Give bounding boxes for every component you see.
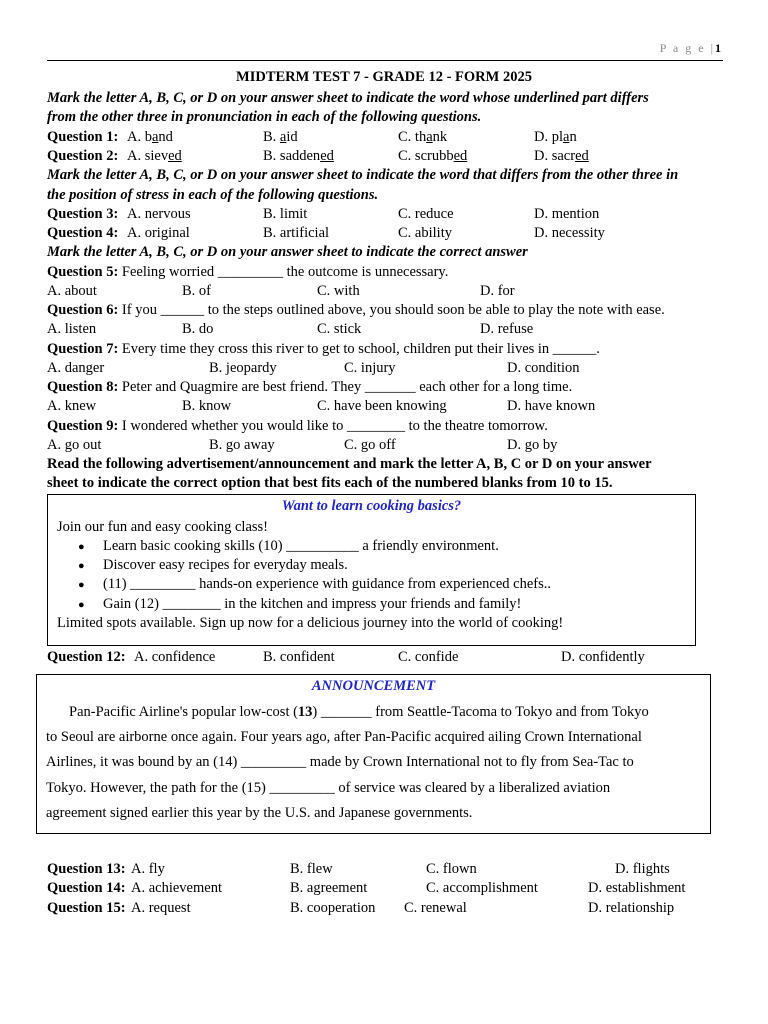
question-text: Peter and Quagmire are best friend. They _______ each other for a long time. [118, 379, 573, 395]
option-b: B. agreement [290, 880, 368, 896]
option-c: C. reduce [398, 206, 454, 222]
option-d: D. for [480, 283, 515, 299]
question-text: Feeling worried _________ the outcome is unnecessary. [118, 264, 449, 280]
option-c: C. flown [426, 861, 477, 877]
option-c: C. thank [398, 129, 448, 145]
section3-instruction: Mark the letter A, B, C, or D on your answer sheet to indicate the correct answer [47, 244, 528, 260]
page-number-value: 1 [715, 41, 721, 55]
option-d: D. sacred [534, 148, 589, 164]
option-b: B. go away [209, 437, 275, 453]
section1-instruction-line2: from the other three in pronunciation in each of the following questions. [47, 109, 482, 125]
option-d: D. condition [507, 360, 580, 376]
option-a: A. achievement [131, 880, 222, 896]
question-2 [47, 147, 727, 166]
question-label: Question 6: [47, 302, 119, 318]
section1-instruction-line1: Mark the letter A, B, C, or D on your answer sheet to indicate the word whose underlined part differs [47, 90, 649, 106]
option-a: A. knew [47, 398, 97, 414]
option-b: B. do [182, 321, 214, 337]
question-7-stem [47, 340, 727, 359]
question-label: Question 15: [47, 900, 126, 916]
option-a: A. danger [47, 360, 105, 376]
question-9-options [47, 436, 727, 455]
option-b: B. of [182, 283, 211, 299]
option-c: C. injury [344, 360, 396, 376]
question-text: I wondered whether you would like to ________ to the theatre tomorrow. [118, 418, 548, 434]
advertisement-title: Want to learn cooking basics? [281, 498, 462, 514]
option-c: C. stick [317, 321, 362, 337]
question-5-stem [47, 263, 727, 282]
option-d: D. refuse [480, 321, 534, 337]
question-12 [47, 648, 727, 667]
announcement-box [36, 674, 711, 834]
question-3 [47, 205, 727, 224]
question-5-options [47, 282, 727, 301]
announcement-line-4: Tokyo. However, the path for the (15) _________ of service was cleared by a liberalized aviation [46, 780, 611, 796]
question-label: Question 13: [47, 861, 126, 877]
question-label: Question 8: [47, 379, 119, 395]
option-d: D. mention [534, 206, 600, 222]
option-a: A. go out [47, 437, 102, 453]
question-label: Question 4: [47, 225, 119, 241]
option-c: C. go off [344, 437, 396, 453]
option-b: B. jeopardy [209, 360, 277, 376]
question-4 [47, 224, 727, 243]
option-a: A. listen [47, 321, 97, 337]
option-d: D. establishment [588, 880, 686, 896]
option-d: D. confidently [561, 649, 645, 665]
option-d: D. plan [534, 129, 577, 145]
option-a: A. fly [131, 861, 165, 877]
question-label: Question 2: [47, 148, 119, 164]
option-c: C. accomplishment [426, 880, 538, 896]
option-a: A. about [47, 283, 97, 299]
bullet-icon: ● [78, 599, 85, 611]
question-label: Question 9: [47, 418, 119, 434]
announcement-line-5: agreement signed earlier this year by the U.S. and Japanese governments. [46, 805, 473, 821]
option-a: A. band [127, 129, 173, 145]
bullet-icon: ● [78, 541, 85, 553]
question-9-stem [47, 417, 727, 436]
option-b: B. confident [263, 649, 335, 665]
question-14 [47, 879, 727, 898]
section2-instruction-line2: the position of stress in each of the following questions. [47, 187, 379, 203]
question-label: Question 3: [47, 206, 119, 222]
option-b: B. cooperation [290, 900, 376, 916]
advertisement-box [47, 494, 696, 646]
question-label: Question 7: [47, 341, 119, 357]
header-rule [47, 60, 723, 61]
option-a: A. request [131, 900, 191, 916]
option-b: B. saddened [263, 148, 334, 164]
announcement-title: ANNOUNCEMENT [311, 678, 436, 694]
question-1 [47, 128, 727, 147]
bullet-icon: ● [78, 560, 85, 572]
section2-instruction-line1: Mark the letter A, B, C, or D on your answer sheet to indicate the word that differs from the other three in [47, 167, 679, 183]
option-c: C. scrubbed [398, 148, 468, 164]
question-8-stem [47, 378, 727, 397]
option-a: A. original [127, 225, 190, 241]
advertisement-closing: Limited spots available. Sign up now for a delicious journey into the world of cooking! [57, 615, 564, 631]
question-text: Every time they cross this river to get to school, children put their lives in ______. [118, 341, 600, 357]
option-b: B. know [182, 398, 232, 414]
option-a: A. confidence [134, 649, 216, 665]
question-6-options [47, 320, 727, 339]
question-label: Question 5: [47, 264, 119, 280]
announcement-line-3: Airlines, it was bound by an (14) _________ made by Crown International not to fly from Sea-Tac to [46, 754, 634, 770]
section4-instruction-line1: Read the following advertisement/announcement and mark the letter A, B, C or D on your answer [47, 456, 652, 472]
option-b: B. artificial [263, 225, 330, 241]
question-13 [47, 860, 727, 879]
option-b: B. limit [263, 206, 308, 222]
option-d: D. flights [615, 861, 670, 877]
option-c: C. confide [398, 649, 459, 665]
page-label: P a g e | [659, 41, 715, 55]
option-d: D. go by [507, 437, 558, 453]
advertisement-bullet: (11) _________ hands-on experience with guidance from experienced chefs.. [103, 576, 551, 592]
option-b: B. aid [263, 129, 298, 145]
question-label: Question 12: [47, 649, 126, 665]
bullet-icon: ● [78, 579, 85, 591]
question-label: Question 1: [47, 129, 119, 145]
question-15 [47, 899, 727, 918]
test-title: MIDTERM TEST 7 - GRADE 12 - FORM 2025 [236, 69, 532, 85]
option-d: D. necessity [534, 225, 605, 241]
option-d: D. relationship [588, 900, 675, 916]
question-8-options [47, 397, 727, 416]
option-c: C. have been knowing [317, 398, 447, 414]
advertisement-bullet: Gain (12) ________ in the kitchen and impress your friends and family! [103, 596, 522, 612]
option-b: B. flew [290, 861, 333, 877]
question-6-stem [47, 301, 727, 320]
advertisement-intro: Join our fun and easy cooking class! [57, 519, 269, 535]
option-c: C. renewal [404, 900, 467, 916]
option-c: C. ability [398, 225, 452, 241]
advertisement-bullet: Learn basic cooking skills (10) __________ a friendly environment. [103, 538, 499, 554]
option-a: A. sieved [127, 148, 182, 164]
option-d: D. have known [507, 398, 596, 414]
page-number [660, 41, 721, 56]
option-a: A. nervous [127, 206, 191, 222]
announcement-line-2: to Seoul are airborne once again. Four years ago, after Pan-Pacific acquired ailing Crown International [46, 729, 642, 745]
question-text: If you ______ to the steps outlined above, you should soon be able to play the note with ease. [118, 302, 665, 318]
advertisement-bullet: Discover easy recipes for everyday meals. [103, 557, 348, 573]
announcement-line-1: Pan-Pacific Airline's popular low-cost (13) _______ from Seattle-Tacoma to Tokyo and from Tokyo [69, 704, 649, 720]
option-c: C. with [317, 283, 360, 299]
question-7-options [47, 359, 727, 378]
question-label: Question 14: [47, 880, 126, 896]
section4-instruction-line2: sheet to indicate the correct option that best fits each of the numbered blanks from 10 to 15. [47, 475, 613, 491]
